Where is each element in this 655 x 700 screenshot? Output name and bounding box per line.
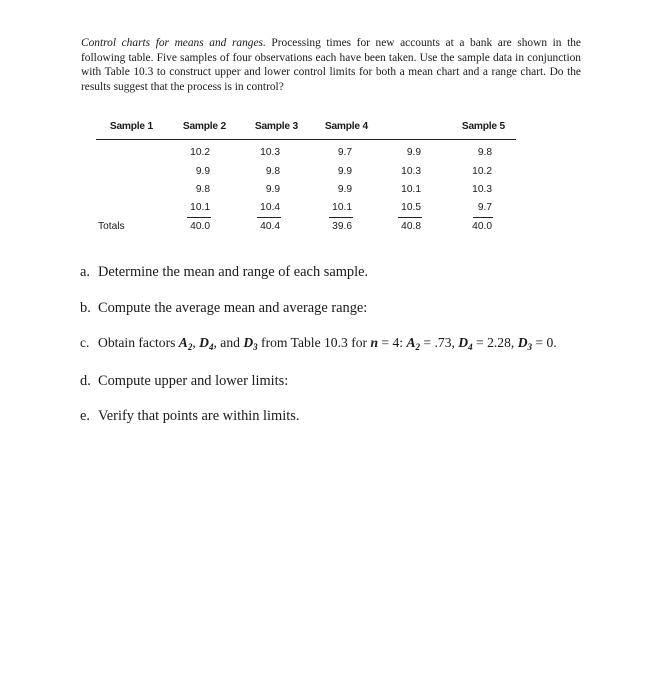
column-header-sample-4: Sample 4 [324, 121, 368, 132]
table-cell: 9.8 [265, 166, 280, 177]
total-cell: 40.0 [190, 221, 210, 232]
factor-d3 [243, 335, 257, 350]
value-d3-number: = 0. [532, 335, 557, 350]
total-cell: 40.0 [472, 221, 492, 232]
table-cell: 9.8 [477, 147, 492, 158]
column-header-sample-2: Sample 2 [182, 121, 226, 132]
table-cell: 10.3 [472, 184, 492, 195]
total-cell: 40.4 [260, 221, 280, 232]
part-d-letter: d. [80, 373, 91, 389]
table-cell: 10.5 [401, 202, 421, 213]
value-a2-number: = .73, [420, 335, 459, 350]
table-cell: 9.9 [337, 166, 352, 177]
value-d4-number: = 2.28, [472, 335, 518, 350]
value-a2 [406, 335, 420, 350]
value-d3-symbol: D [517, 335, 528, 350]
column-header-sample-5: Sample 5 [461, 121, 505, 132]
value-a2-symbol: A [406, 335, 416, 350]
column-header-sample-3: Sample 3 [254, 121, 298, 132]
part-a [80, 264, 368, 281]
part-b [80, 300, 367, 317]
part-b-letter: b. [80, 300, 91, 316]
part-e-text: Verify that points are within limits. [98, 408, 300, 424]
value-d3-subscript: 3 [527, 342, 533, 352]
column-header-sample-1: Sample 1 [109, 121, 153, 132]
n-variable: n [370, 335, 379, 350]
total-cell: 40.8 [401, 221, 421, 232]
separator-2: , and [213, 335, 244, 350]
table-cell: 10.1 [332, 202, 352, 213]
problem-statement [81, 36, 581, 94]
part-e-letter: e. [80, 408, 90, 424]
value-d4-subscript: 4 [468, 342, 473, 352]
table-cell: 9.7 [477, 202, 492, 213]
table-cell: 10.1 [401, 184, 421, 195]
part-a-letter: a. [80, 264, 90, 280]
sum-underline [257, 217, 281, 218]
table-cell: 9.7 [337, 147, 352, 158]
value-d4-symbol: D [458, 335, 469, 350]
table-cell: 9.9 [337, 184, 352, 195]
factor-a2-symbol: A [178, 335, 188, 350]
table-cell: 10.2 [472, 166, 492, 177]
part-c-text-mid: from Table 10.3 for [257, 335, 371, 350]
header-rule [96, 139, 516, 140]
totals-label: Totals [98, 221, 125, 232]
n-equals: = 4: [378, 335, 407, 350]
problem-text: Processing times for new accounts at a bank are shown in the following table. Five samples of four observations each have been taken. Use the sample data in conjunction with Table 10.3 to construct upper and lower control limits for both a mean chart and a range chart. Do the results suggest that the process is in control? [81, 37, 581, 93]
part-c-letter: c. [80, 335, 90, 350]
factor-d4 [199, 335, 213, 350]
table-cell: 10.3 [260, 147, 280, 158]
part-c [80, 335, 557, 352]
part-a-text: Determine the mean and range of each sample. [98, 264, 369, 280]
part-b-text: Compute the average mean and average range: [98, 300, 368, 316]
table-cell: 9.9 [265, 184, 280, 195]
sum-underline [398, 217, 422, 218]
part-c-text-before: Obtain factors [98, 335, 179, 350]
value-d4 [458, 335, 472, 350]
table-cell: 9.9 [406, 147, 421, 158]
part-d-text: Compute upper and lower limits: [98, 373, 289, 389]
table-cell: 10.4 [260, 202, 280, 213]
sum-underline [473, 217, 493, 218]
factor-a2-subscript: 2 [187, 342, 193, 352]
sample-data-table [96, 117, 516, 237]
factor-a2 [179, 335, 193, 350]
table-cell: 9.8 [195, 184, 210, 195]
factor-d3-subscript: 3 [253, 342, 258, 352]
problem-title: Control charts for means and ranges. [81, 37, 266, 49]
sum-underline [187, 217, 211, 218]
value-a2-subscript: 2 [415, 342, 421, 352]
part-e [80, 408, 299, 425]
factor-d4-subscript: 4 [208, 342, 214, 352]
separator-1: , [192, 335, 200, 350]
total-cell: 39.6 [332, 221, 352, 232]
part-d [80, 373, 288, 390]
table-cell: 10.3 [401, 166, 421, 177]
value-d3 [518, 335, 532, 350]
table-cell: 10.1 [190, 202, 210, 213]
table-cell: 10.2 [190, 147, 210, 158]
table-cell: 9.9 [195, 166, 210, 177]
factor-d3-symbol: D [243, 335, 254, 350]
sum-underline [329, 217, 353, 218]
factor-d4-symbol: D [199, 335, 209, 350]
